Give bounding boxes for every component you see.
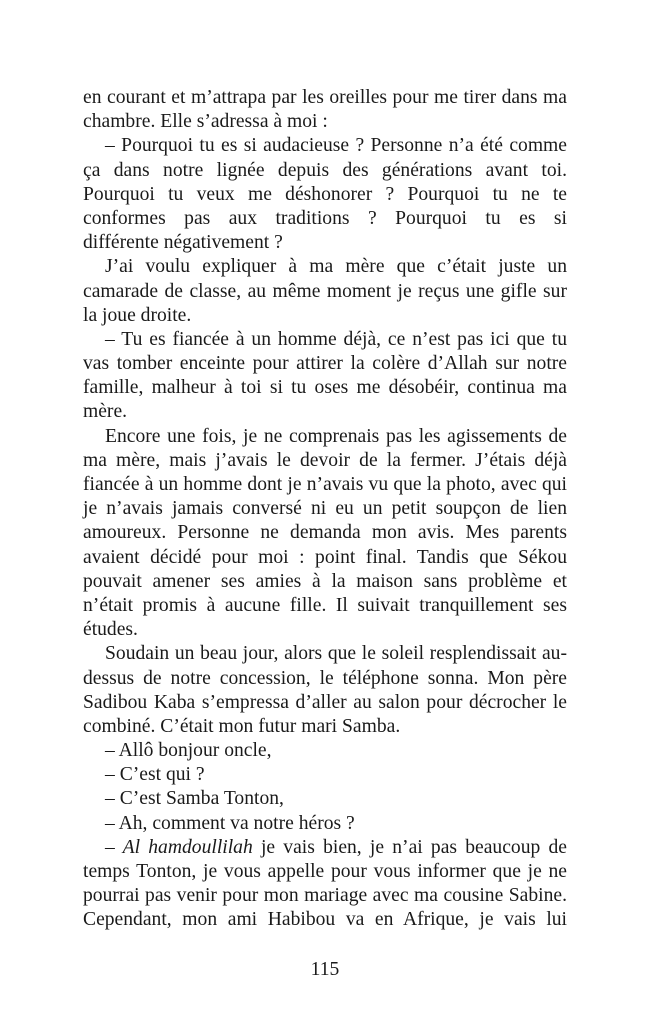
text-line: n’était promis à aucune fille. Il suivait tranquillement ses bbox=[83, 594, 567, 616]
text-line: fiancée à un homme dont je n’avais vu que la photo, avec qui bbox=[83, 474, 567, 495]
page-number: 115 bbox=[310, 959, 340, 980]
text-line: Encore une fois, je ne comprenais pas les agissements de bbox=[105, 425, 567, 447]
text-line: – Allô bonjour oncle, bbox=[105, 740, 272, 762]
text-line: – Pourquoi tu es si audacieuse ? Personne n’a été comme bbox=[105, 135, 567, 157]
text-line: – C’est Samba Tonton, bbox=[105, 788, 284, 810]
text-line: je n’avais jamais conversé ni eu un petit soupçon de lien bbox=[83, 498, 567, 520]
text-line: études. bbox=[83, 619, 138, 641]
text-line: Cependant, mon ami Habibou va en Afrique, je vais lui bbox=[83, 909, 567, 931]
text-line: Sadibou Kaba s’empressa d’aller au salon pour décrocher le bbox=[83, 691, 567, 713]
text-line: en courant et m’attrapa par les oreilles pour me tirer dans ma bbox=[83, 87, 567, 108]
text-line: vas tomber enceinte pour attirer la colère d’Allah sur notre bbox=[83, 353, 567, 375]
text-line bbox=[83, 836, 567, 860]
text-line: amoureux. Personne ne demanda mon avis. Mes parents bbox=[83, 522, 567, 544]
text-line: la joue droite. bbox=[83, 304, 192, 326]
text-line: – C’est qui ? bbox=[105, 764, 205, 786]
text-line: pouvait amener ses amies à la maison sans problème et bbox=[83, 570, 567, 592]
text-line: combiné. C’était mon futur mari Samba. bbox=[83, 715, 401, 737]
text-line: temps Tonton, je vous appelle pour vous informer que je ne bbox=[83, 861, 567, 882]
text-line: J’ai voulu expliquer à ma mère que c’était juste un bbox=[105, 256, 567, 278]
text-line: chambre. Elle s’adressa à moi : bbox=[83, 111, 328, 133]
text-line: ma mère, mais j’avais le devoir de la fermer. J’étais déjà bbox=[83, 449, 567, 471]
text-line: avaient décidé pour moi : point final. Tandis que Sékou bbox=[83, 546, 567, 568]
italic-phrase: – Al hamdoullilah bbox=[105, 836, 253, 858]
text-line: – Ah, comment va notre héros ? bbox=[105, 812, 355, 834]
text-line: camarade de classe, au même moment je reçus une gifle sur bbox=[83, 280, 567, 302]
text-line: famille, malheur à toi si tu oses me désobéir, continua ma bbox=[83, 377, 567, 399]
text-line: Pourquoi tu veux me déshonorer ? Pourquoi tu ne te bbox=[83, 183, 567, 205]
page-body bbox=[83, 86, 567, 933]
text-line: – Tu es fiancée à un homme déjà, ce n’est pas ici que tu bbox=[105, 328, 567, 350]
text-line: dessus de notre concession, le téléphone sonna. Mon père bbox=[83, 667, 567, 689]
text-line: pourrai pas venir pour mon mariage avec ma cousine Sabine. bbox=[83, 885, 567, 907]
line-rest: je vais bien, je n’ai pas beaucoup de bbox=[252, 836, 568, 858]
text-line: conformes pas aux traditions ? Pourquoi tu es si bbox=[83, 207, 567, 229]
text-line: ça dans notre lignée depuis des générations avant toi. bbox=[83, 159, 567, 181]
text-line: mère. bbox=[83, 401, 128, 423]
text-line: Soudain un beau jour, alors que le soleil resplendissait au- bbox=[105, 643, 567, 665]
text-line: différente négativement ? bbox=[83, 232, 283, 254]
